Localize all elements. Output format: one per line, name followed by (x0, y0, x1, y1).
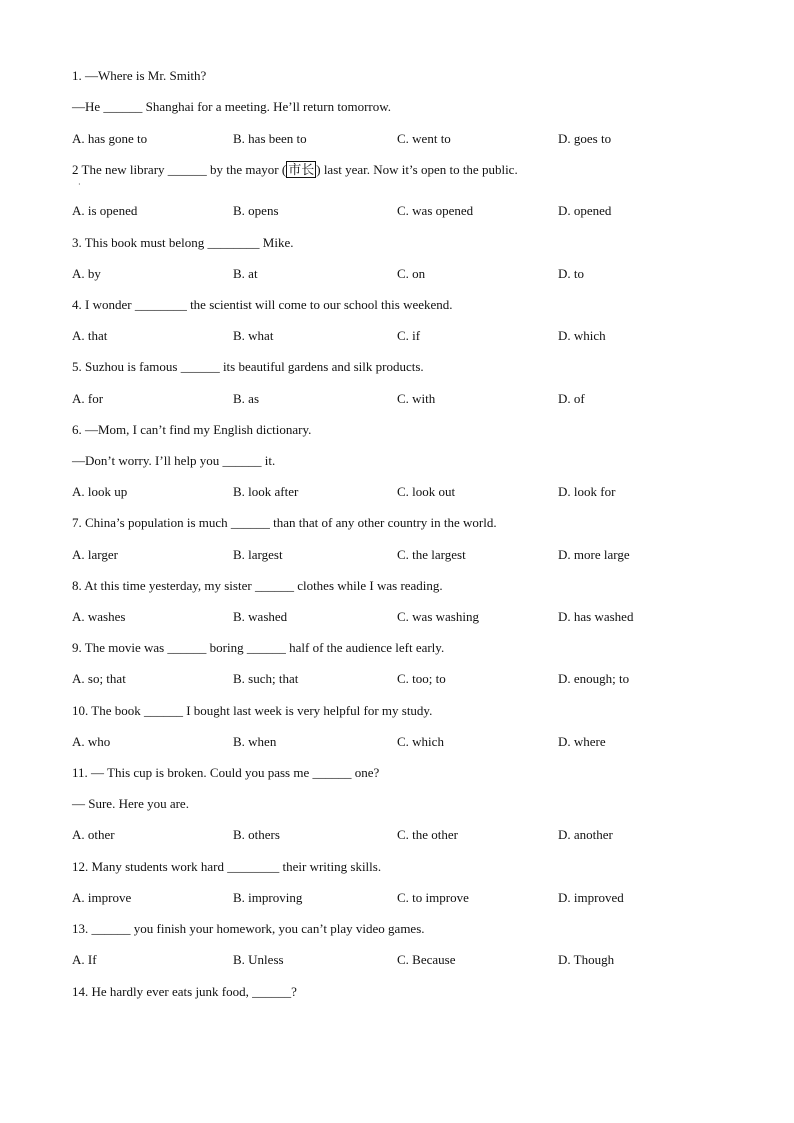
question-13-option-c: C. Because (397, 952, 456, 967)
question-2-option-b: B. opens (233, 203, 279, 218)
question-8-option-c: C. was washing (397, 609, 479, 624)
question-4-stem: 4. I wonder ________ the scientist will come to our school this weekend. (72, 297, 453, 312)
question-5-option-d: D. of (558, 391, 585, 406)
question-9-option-d: D. enough; to (558, 671, 630, 686)
question-13-option-b: B. Unless (233, 952, 284, 967)
question-3-option-c: C. on (397, 266, 426, 281)
question-11-stem: 11. — This cup is broken. Could you pass me ______ one? (72, 765, 380, 780)
question-8-option-b: B. washed (233, 609, 288, 624)
question-1-option-a: A. has gone to (72, 131, 148, 146)
question-3-option-d: D. to (558, 266, 584, 281)
question-2-boxed-word: 市长 (288, 162, 315, 177)
question-10-stem: 10. The book ______ I bought last week is very helpful for my study. (72, 703, 433, 718)
question-4-option-c: C. if (397, 328, 421, 343)
question-2-stem (72, 161, 518, 179)
question-1-option-c: C. went to (397, 131, 451, 146)
question-1-option-d: D. goes to (558, 131, 612, 146)
question-6-stem-continued: —Don’t worry. I’ll help you ______ it. (72, 453, 276, 468)
question-2-option-a: A. is opened (72, 203, 138, 218)
question-2-option-d: D. opened (558, 203, 612, 218)
question-11-option-a: A. other (72, 827, 115, 842)
question-10-option-b: B. when (233, 734, 277, 749)
question-12-option-b: B. improving (233, 890, 303, 905)
question-7-stem: 7. China’s population is much ______ than that of any other country in the world. (72, 515, 497, 530)
question-12-option-a: A. improve (72, 890, 132, 905)
question-2-stem-start: 2 The new library ______ by the mayor ( (72, 162, 287, 177)
question-11-option-b: B. others (233, 827, 280, 842)
question-1-stem: 1. —Where is Mr. Smith? (72, 68, 207, 83)
question-5-stem: 5. Suzhou is famous ______ its beautiful gardens and silk products. (72, 359, 424, 374)
question-8-option-a: A. washes (72, 609, 126, 624)
question-5-option-a: A. for (72, 391, 104, 406)
question-10-option-d: D. where (558, 734, 606, 749)
question-1-stem-continued: —He ______ Shanghai for a meeting. He’ll return tomorrow. (72, 99, 392, 114)
question-6-stem: 6. —Mom, I can’t find my English dictionary. (72, 422, 312, 437)
question-12-option-c: C. to improve (397, 890, 469, 905)
question-7-option-d: D. more large (558, 547, 630, 562)
question-12-option-d: D. improved (558, 890, 624, 905)
question-14-stem: 14. He hardly ever eats junk food, ______? (72, 984, 297, 999)
question-7-option-c: C. the largest (397, 547, 466, 562)
question-6-option-a: A. look up (72, 484, 128, 499)
question-4-option-d: D. which (558, 328, 606, 343)
question-7-option-b: B. largest (233, 547, 283, 562)
question-3-stem: 3. This book must belong ________ Mike. (72, 235, 294, 250)
question-7-option-a: A. larger (72, 547, 118, 562)
question-3-option-a: A. by (72, 266, 101, 281)
question-6-option-c: C. look out (397, 484, 456, 499)
question-11-option-d: D. another (558, 827, 613, 842)
question-9-option-a: A. so; that (72, 671, 126, 686)
question-1-option-b: B. has been to (233, 131, 307, 146)
question-5-option-c: C. with (397, 391, 436, 406)
question-11-option-c: C. the other (397, 827, 459, 842)
question-8-stem: 8. At this time yesterday, my sister ______ clothes while I was reading. (72, 578, 443, 593)
question-2-marker: · (78, 180, 81, 189)
question-9-option-c: C. too; to (397, 671, 446, 686)
question-6-option-d: D. look for (558, 484, 616, 499)
question-11-stem-continued: — Sure. Here you are. (72, 796, 189, 811)
question-13-option-a: A. If (72, 952, 97, 967)
question-4-option-a: A. that (72, 328, 108, 343)
question-4-option-b: B. what (233, 328, 274, 343)
question-3-option-b: B. at (233, 266, 258, 281)
question-5-option-b: B. as (233, 391, 259, 406)
question-10-option-a: A. who (72, 734, 111, 749)
question-9-option-b: B. such; that (233, 671, 299, 686)
question-13-stem: 13. ______ you finish your homework, you can’t play video games. (72, 921, 425, 936)
question-13-option-d: D. Though (558, 952, 615, 967)
question-10-option-c: C. which (397, 734, 444, 749)
question-2-stem-end: ) last year. Now it’s open to the public. (316, 162, 518, 177)
question-6-option-b: B. look after (233, 484, 299, 499)
question-8-option-d: D. has washed (558, 609, 634, 624)
question-2-option-c: C. was opened (397, 203, 474, 218)
question-12-stem: 12. Many students work hard ________ their writing skills. (72, 859, 382, 874)
question-9-stem: 9. The movie was ______ boring ______ half of the audience left early. (72, 640, 445, 655)
